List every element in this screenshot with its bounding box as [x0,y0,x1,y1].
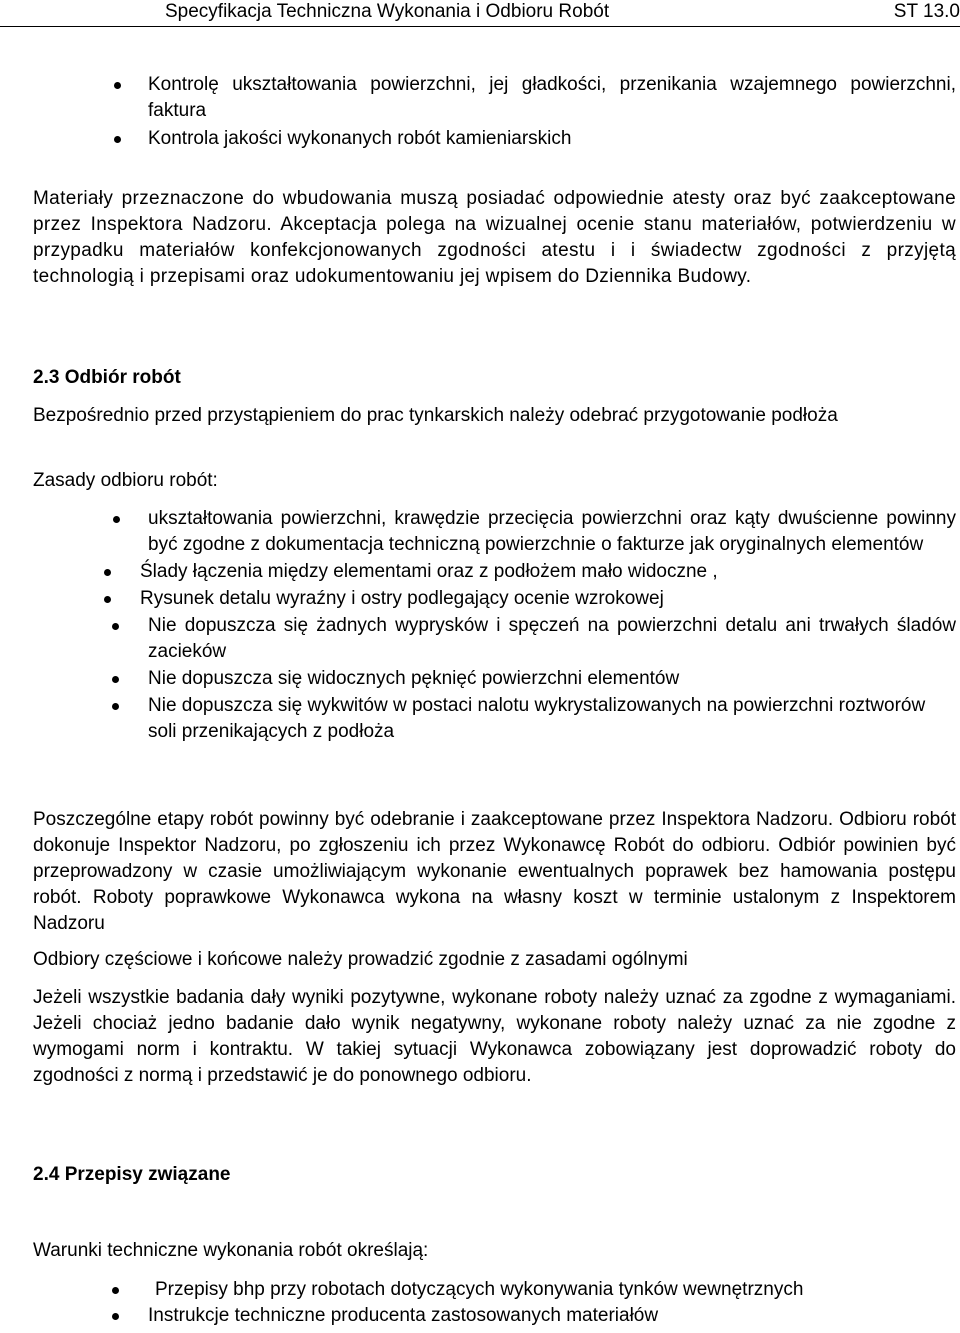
paragraph-rules-label: Zasady odbioru robót: [33,470,218,491]
page-header [0,0,960,27]
bullet-icon [112,1287,119,1294]
top-bullet-list [148,72,956,152]
list-item: Przepisy bhp przy robotach dotyczących wykonywania tynków wewnętrznych [155,1277,960,1303]
list-item: Kontrola jakości wykonanych robót kamieniarskich [148,126,956,152]
paragraph-partial-acceptance: Odbiory częściowe i końcowe należy prowadzić zgodnie z zasadami ogólnymi [33,949,688,970]
bullet-icon [112,623,119,630]
section-heading-2-4: 2.4 Przepisy związane [33,1164,231,1185]
list-item: Nie dopuszcza się żadnych wyprysków i spęczeń na powierzchni detalu ani trwałych śladów zacieków [148,613,956,665]
list-item: Kontrolę ukształtowania powierzchni, jej gładkości, przenikania wzajemnego powierzchni, faktura [148,72,956,124]
list-item: Nie dopuszcza się widocznych pęknięć powierzchni elementów [148,666,956,692]
list-item: Nie dopuszcza się wykwitów w postaci nalotu wykrystalizowanych na powierzchni roztworów soli przenikających z podłoża [148,693,956,745]
bullet-icon [114,136,121,143]
paragraph-before-work: Bezpośrednio przed przystąpieniem do prac tynkarskich należy odebrać przygotowanie podłoża [33,405,838,426]
paragraph-materials: Materiały przeznaczone do wbudowania muszą posiadać odpowiednie atesty oraz być zaakceptowane przez Inspektora Nadzoru. Akceptacja polega na wizualnej ocenie stanu materiałów, potwierdzeniu w przypadku materiałów konfekcjonowanych zgodności atestu i i świadectw zgodności z przyjętą technologią i przepisami oraz udokumentowaniu jej wpisem do Dziennika Budowy. [33,188,956,287]
bullet-icon [112,676,119,683]
bullet-icon [113,516,120,523]
bullet-icon [114,82,121,89]
regulations-list [0,1277,960,1329]
list-item: ukształtowania powierzchni, krawędzie przecięcia powierzchni oraz kąty dwuścienne powinny być zgodne z dokumentacja techniczną powierzchnie o fakturze jak oryginalnych elementów [148,506,956,558]
bullet-icon [104,569,111,576]
paragraph-test-results: Jeżeli wszystkie badania dały wyniki pozytywne, wykonane roboty należy uznać za zgodne z wymaganiami. Jeżeli chociaż jedno badanie dało wynik negatywny, wykonane roboty należy uznać za nie zgodne z wymogami norm i kontraktu. W takiej sytuacji Wykonawca zobowiązany jest doprowadzić roboty do zgodności z normą i przedstawić je do ponownego odbioru. [33,987,956,1086]
list-item: Rysunek detalu wyraźny i ostry podlegający ocenie wzrokowej [140,586,956,612]
section-heading-2-3: 2.3 Odbiór robót [33,367,181,388]
bullet-icon [112,703,119,710]
paragraph-conditions: Warunki techniczne wykonania robót określają: [33,1240,429,1261]
list-item: Ślady łączenia między elementami oraz z podłożem mało widoczne , [140,559,956,585]
list-item: Instrukcje techniczne producenta zastosowanych materiałów [148,1303,960,1329]
bullet-icon [112,1313,119,1320]
document-code: ST 13.0 [893,1,960,22]
acceptance-rules-list [0,506,960,745]
paragraph-stages: Poszczególne etapy robót powinny być odebranie i zaakceptowane przez Inspektora Nadzoru. Odbioru robót dokonuje Inspektor Nadzoru, po zgłoszeniu ich przez Wykonawcę Robót do odbioru. Odbiór powinien być przeprowadzony w czasie umożliwiającym wykonanie ewentualnych poprawek bez hamowania postępu robót. Roboty poprawkowe Wykonawca wykona na własny koszt w terminie ustalonym z Inspektorem Nadzoru [33,809,956,934]
bullet-icon [104,596,111,603]
document-title: Specyfikacja Techniczna Wykonania i Odbioru Robót [165,1,610,22]
